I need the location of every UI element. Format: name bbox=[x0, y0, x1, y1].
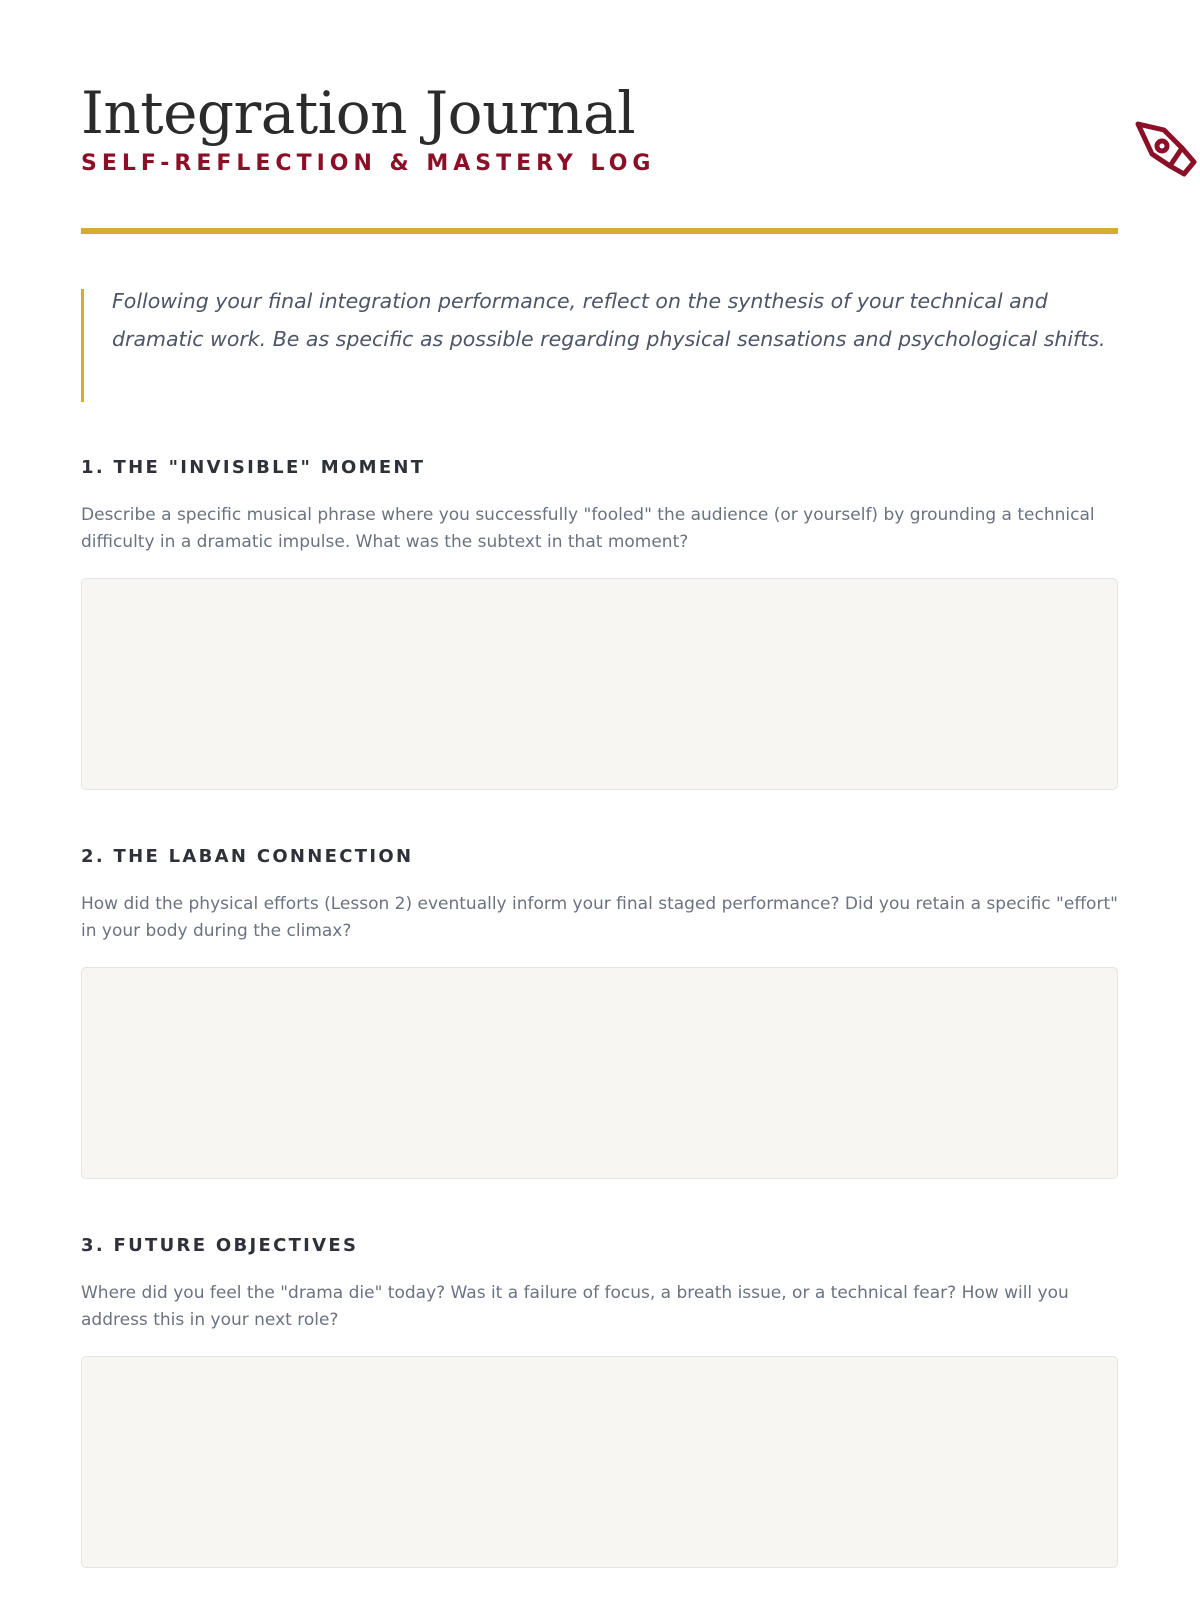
section-heading: 1. THE "INVISIBLE" MOMENT bbox=[81, 457, 426, 478]
section-heading: 2. THE LABAN CONNECTION bbox=[81, 846, 414, 867]
section-description: How did the physical efforts (Lesson 2) eventually inform your final staged performance? Did you retain a specific "effort" in your body during the climax? bbox=[81, 894, 1118, 941]
journal-section-future-objectives bbox=[81, 1234, 1118, 1568]
intro-callout bbox=[81, 289, 1118, 402]
section-description: Where did you feel the "drama die" today? Was it a failure of focus, a breath issue, or a technical fear? How will you address this in your next role? bbox=[81, 1283, 1069, 1330]
page-subtitle: SELF-REFLECTION & MASTERY LOG bbox=[81, 151, 656, 176]
section-heading: 3. FUTURE OBJECTIVES bbox=[81, 1235, 359, 1256]
section-description: Describe a specific musical phrase where you successfully "fooled" the audience (or yourself) by grounding a technical difficulty in a dramatic impulse. What was the subtext in that moment? bbox=[81, 505, 1095, 552]
journal-section-laban-connection bbox=[81, 845, 1118, 1179]
intro-text: Following your final integration performance, reflect on the synthesis of your technical and dramatic work. Be as specific as possible regarding physical sensations and psychological shifts. bbox=[112, 289, 1106, 351]
header-divider bbox=[81, 228, 1118, 234]
pen-nib-icon bbox=[1134, 120, 1200, 186]
answer-field-invisible-moment[interactable] bbox=[81, 578, 1118, 790]
journal-section-invisible-moment bbox=[81, 456, 1118, 790]
journal-header bbox=[81, 0, 1118, 176]
answer-field-laban-connection[interactable] bbox=[81, 967, 1118, 1179]
page-title: Integration Journal bbox=[81, 79, 636, 147]
answer-field-future-objectives[interactable] bbox=[81, 1356, 1118, 1568]
